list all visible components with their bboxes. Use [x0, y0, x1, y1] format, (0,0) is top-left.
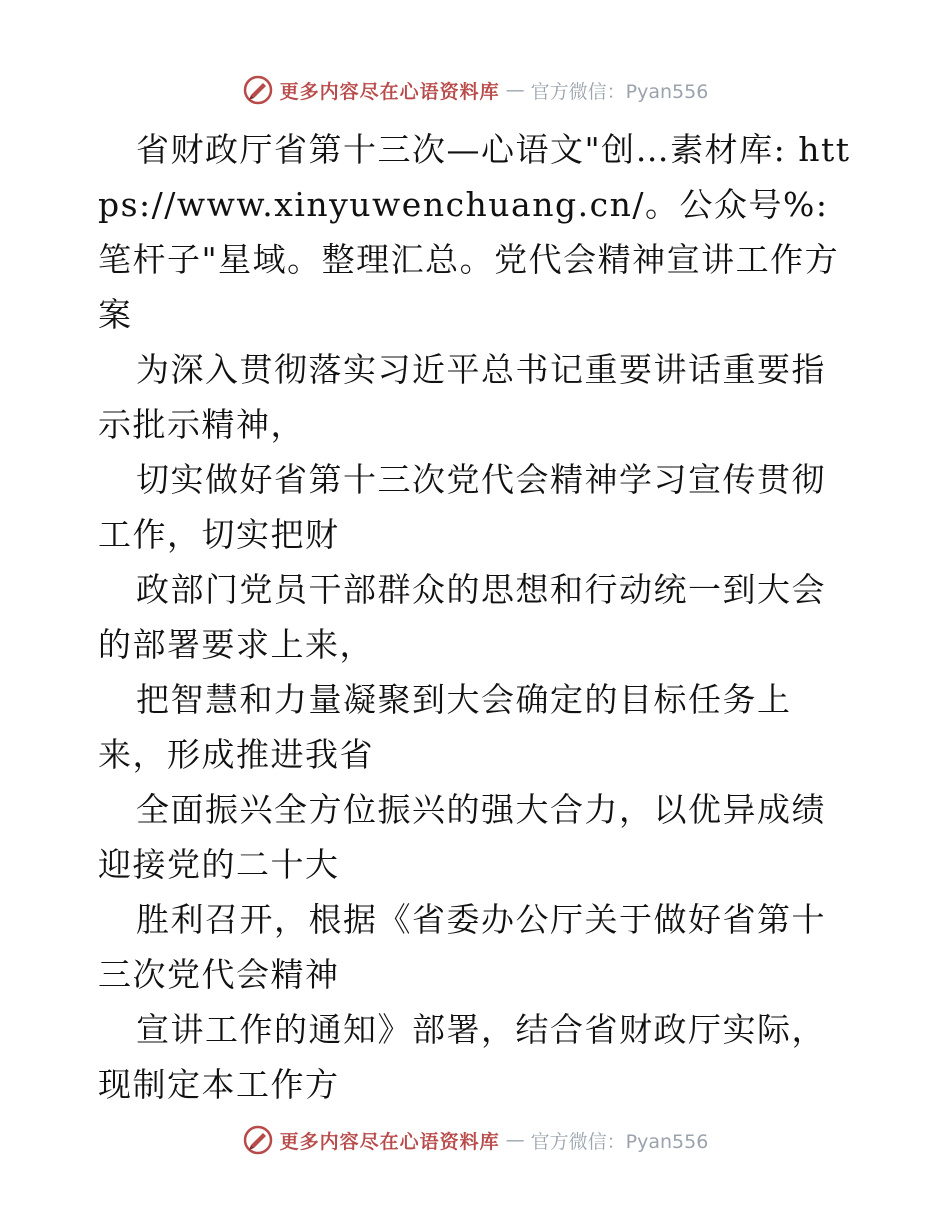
banner-dash: —: [505, 1129, 525, 1151]
banner-brand-text: 更多内容尽在心语资料库: [279, 80, 500, 103]
paragraph: 全面振兴全方位振兴的强大合力，以优异成绩迎接党的二十大: [98, 790, 826, 884]
logo-icon: [242, 1124, 274, 1156]
banner-dash: —: [505, 79, 525, 101]
paragraph: 省财政厅省第十三次—心语文"创…素材库: https://www.xinyuwenchuang.cn/。公众号%: 笔杆子"星域。整理汇总。党代会精神宣讲工作方案: [98, 130, 851, 334]
banner-wechat-text: 官方微信：Pyan556: [530, 1130, 709, 1153]
paragraph: 为深入贯彻落实习近平总书记重要讲话重要指示批示精神，: [98, 350, 826, 444]
document-body: [98, 122, 858, 1112]
paragraph: 把智慧和力量凝聚到大会确定的目标任务上来，形成推进我省: [98, 680, 792, 774]
footer-watermark-banner: [0, 1120, 950, 1160]
header-watermark-banner: [0, 70, 950, 110]
paragraph: 政部门党员干部群众的思想和行动统一到大会的部署要求上来，: [98, 570, 826, 664]
paragraph: 胜利召开，根据《省委办公厅关于做好省第十三次党代会精神: [98, 900, 826, 994]
banner-brand-text: 更多内容尽在心语资料库: [279, 1130, 500, 1153]
paragraph: 切实做好省第十三次党代会精神学习宣传贯彻工作，切实把财: [98, 460, 826, 554]
banner-wechat-text: 官方微信：Pyan556: [530, 80, 709, 103]
logo-icon: [242, 74, 274, 106]
paragraph: 宣讲工作的通知》部署，结合省财政厅实际，现制定本工作方: [98, 1010, 826, 1104]
